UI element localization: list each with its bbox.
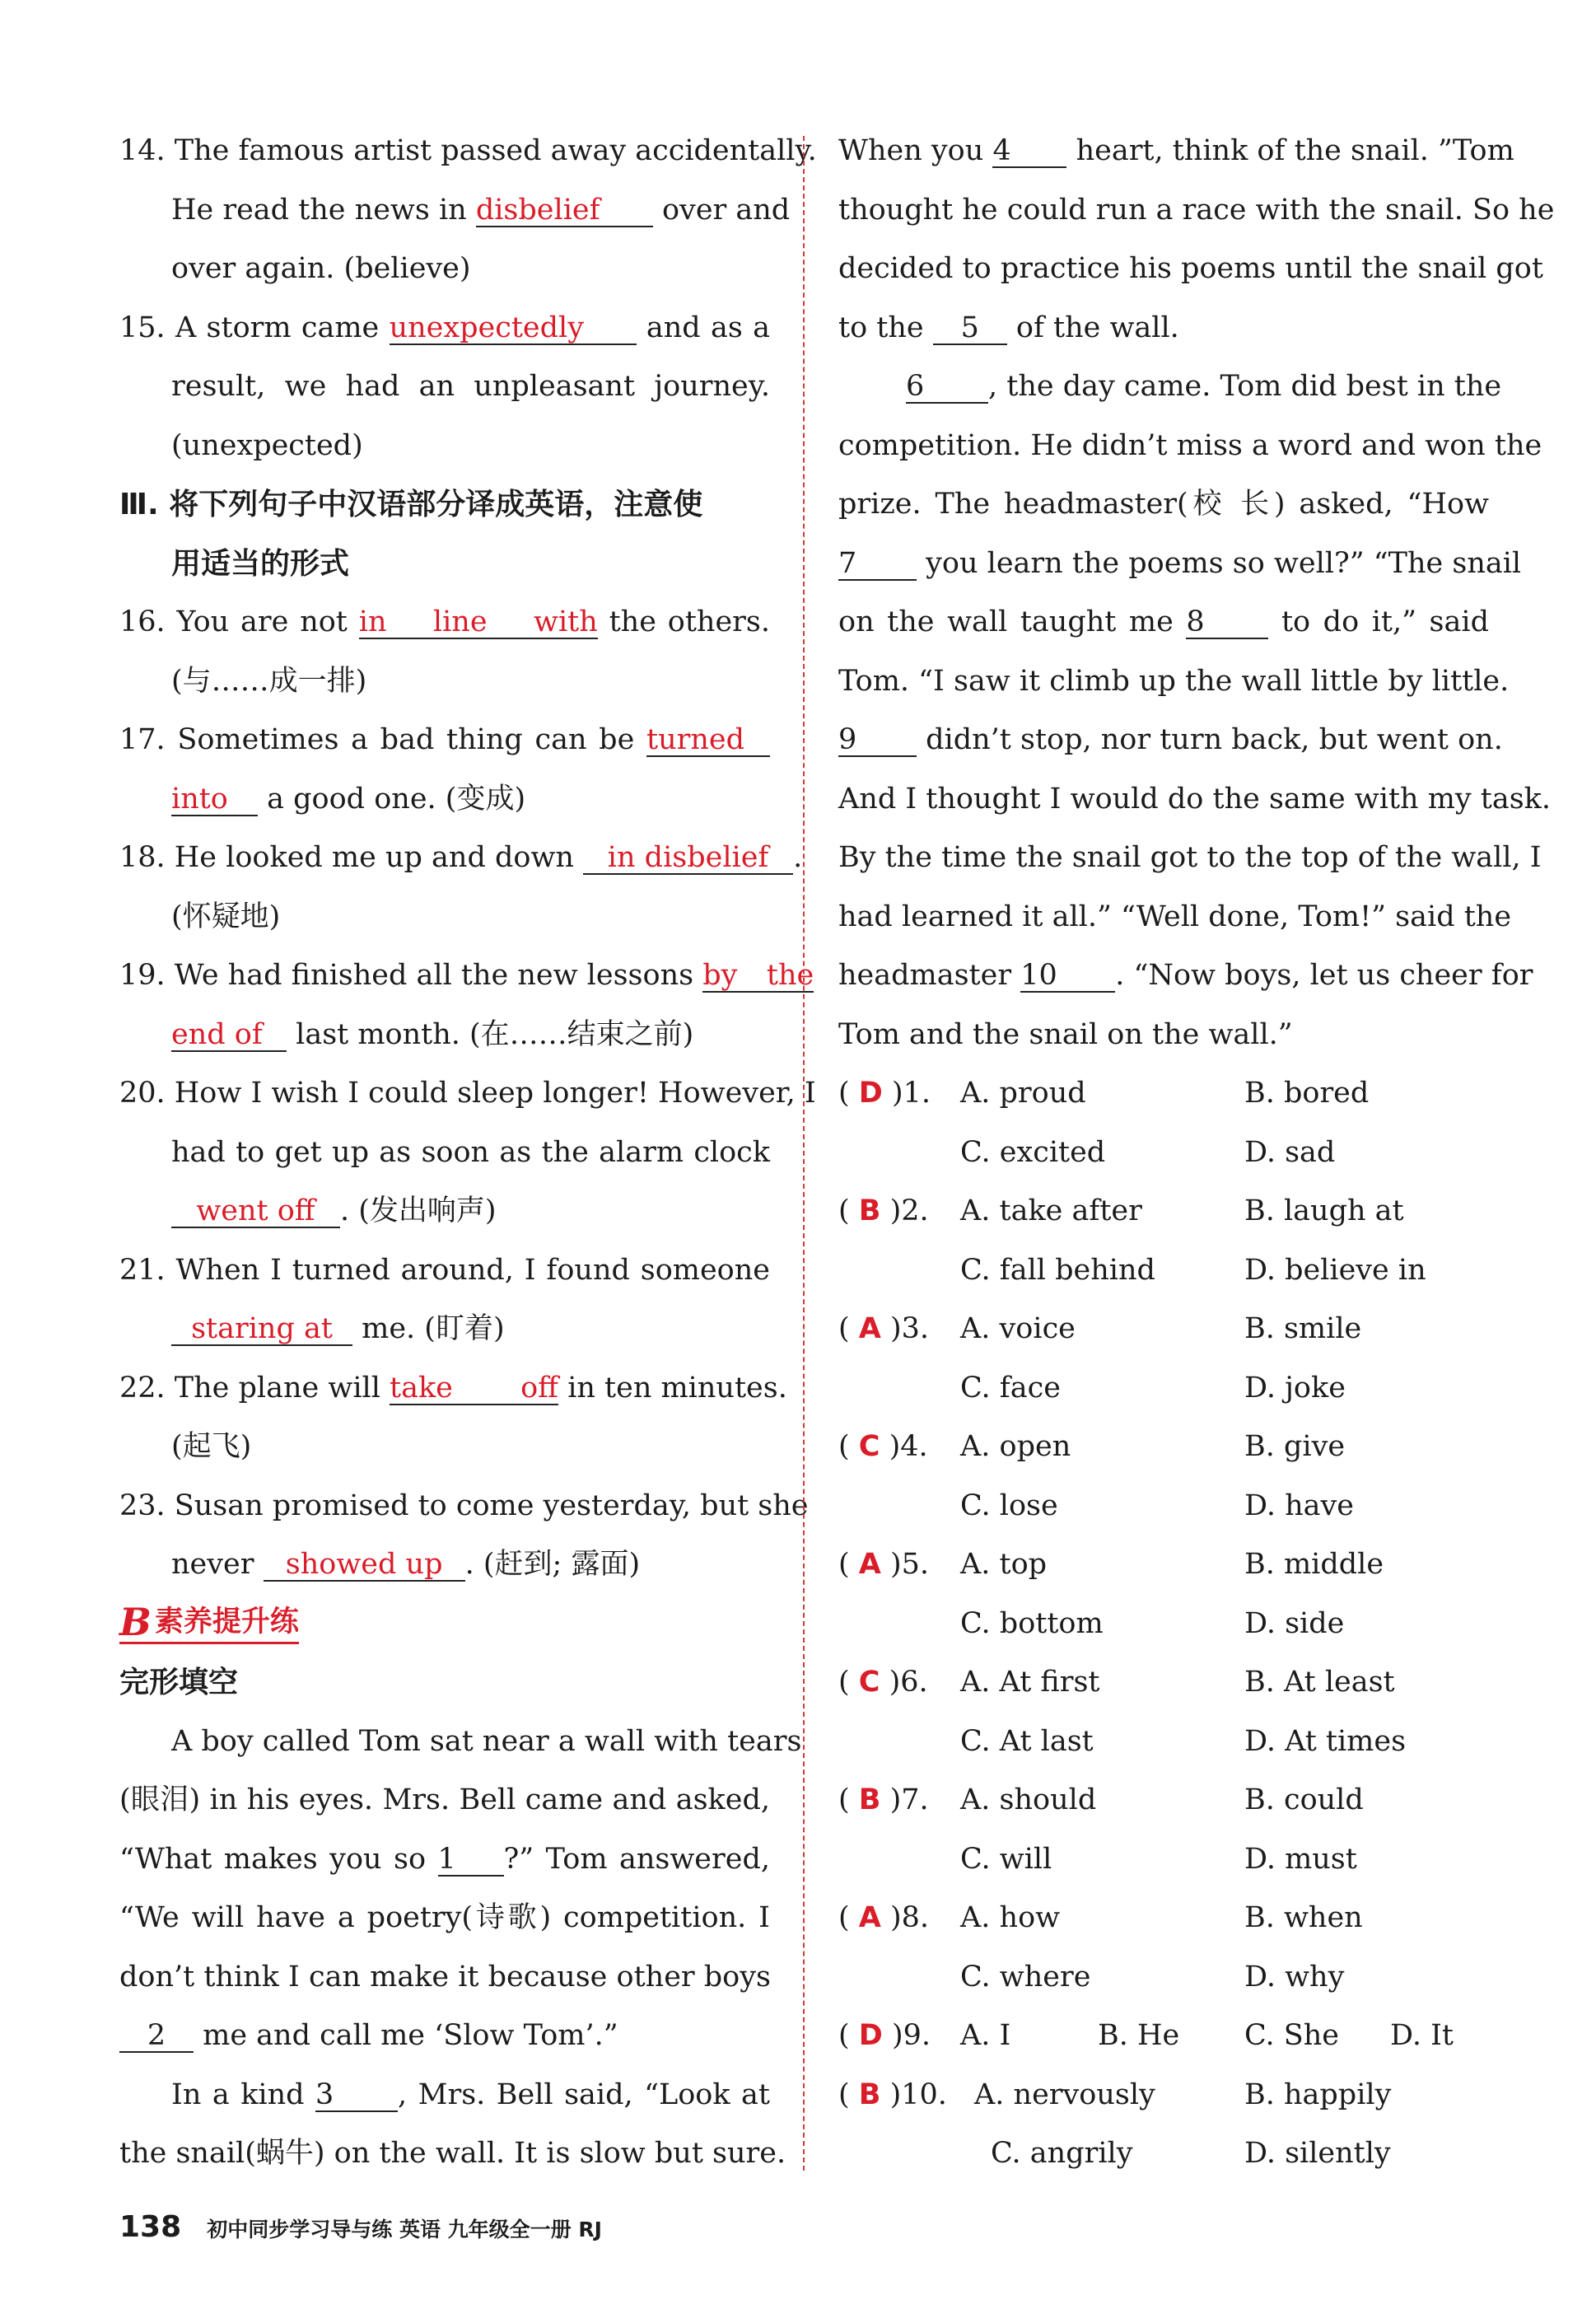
q16-answer: in line with <box>358 605 598 638</box>
passage-line4: “We will have a poetry(诗歌) competition. I <box>119 1901 770 1934</box>
question-8-row1 <box>838 1889 1489 1948</box>
question-6-answer: C <box>858 1666 880 1699</box>
question-3-option-a: A. voice <box>960 1312 1076 1345</box>
question-1-row2 <box>838 1124 1489 1183</box>
passage-line17: on the wall taught me 8 to do it,” said <box>838 605 1489 638</box>
question-2-number: 2. <box>901 1194 929 1227</box>
question-4-answer: C <box>858 1430 880 1463</box>
cloze-title: 完形填空 <box>119 1666 239 1699</box>
question-7-row2 <box>838 1830 1489 1890</box>
question-1-number: 1. <box>903 1077 931 1110</box>
cloze-questions <box>838 1064 1489 2184</box>
question-9-answer: D <box>858 2019 883 2052</box>
question-6-row2 <box>838 1713 1489 1772</box>
question-5-option-b: B. middle <box>1244 1548 1384 1581</box>
question-9-option-c: C. She <box>1244 2019 1340 2052</box>
blank-8: 8 <box>1186 606 1268 639</box>
question-7-option-b: B. could <box>1244 1783 1364 1816</box>
question-10-answer-bracket: ( B )10. <box>838 2078 947 2111</box>
question-5-row1 <box>838 1535 1489 1595</box>
passage-line15: prize. The headmaster(校 长) asked, “How <box>838 488 1489 521</box>
q18-hint: (怀疑地) <box>171 900 281 933</box>
blank-7: 7 <box>838 548 917 581</box>
passage-line20: And I thought I would do the same with my task. <box>838 782 1552 816</box>
question-4-option-d: D. have <box>1244 1489 1354 1522</box>
section-b-heading <box>119 1595 770 1654</box>
question-1-option-b: B. bored <box>1244 1077 1370 1110</box>
passage-line18: Tom. “I saw it climb up the wall little by little. <box>838 664 1510 698</box>
passage-line16: 7 you learn the poems so well?” “The snail <box>838 546 1522 580</box>
left-column <box>119 122 817 2184</box>
question-1-answer-bracket: ( D )1. <box>838 1077 931 1110</box>
q20-line3: went off . (发出响声) <box>119 1182 770 1241</box>
question-9-option-b: B. He <box>1098 2019 1180 2052</box>
question-1-option-c: C. excited <box>960 1135 1106 1169</box>
question-7-answer: B <box>858 1783 881 1816</box>
q21-line2: staring at me. (盯着) <box>119 1300 770 1359</box>
passage-line21: By the time the snail got to the top of the wall, I <box>838 841 1542 874</box>
section-b-letter: B <box>119 1599 152 1644</box>
passage-line19: 9 didn’t stop, nor turn back, but went on. <box>838 723 1503 756</box>
question-2-row1 <box>838 1182 1489 1241</box>
question-3-option-c: C. face <box>960 1371 1061 1405</box>
question-8-option-a: A. how <box>960 1901 1061 1934</box>
question-9-row1 <box>838 2007 1489 2066</box>
question-1-row1 <box>838 1064 1489 1124</box>
q22-answer: take off <box>390 1371 559 1405</box>
blank-5: 5 <box>933 312 1007 345</box>
question-6-option-b: B. At least <box>1244 1666 1395 1699</box>
q14-answer: disbelief <box>476 194 653 227</box>
q17-line2: into a good one. (变成) <box>171 782 526 816</box>
q17-answer-part2: into <box>171 783 258 816</box>
column-divider <box>803 136 805 2171</box>
question-9-answer-bracket: ( D )9. <box>838 2019 931 2052</box>
section-3-heading-cont: 用适当的形式 <box>171 546 350 581</box>
question-5-option-a: A. top <box>960 1548 1048 1581</box>
question-6-option-c: C. At last <box>960 1724 1094 1758</box>
passage-line6: 2 me and call me ‘Slow Tom’.” <box>119 2007 770 2066</box>
passage-line8: the snail(蜗牛) on the wall. It is slow but sure. <box>119 2137 786 2170</box>
question-9-option-a: A. I <box>960 2019 1011 2052</box>
question-1-option-d: D. sad <box>1244 1135 1336 1169</box>
question-4-option-b: B. give <box>1244 1430 1346 1463</box>
q21-line1: 21. When I turned around, I found someone <box>119 1253 770 1287</box>
q16-line1: 16. You are not in line with the others. <box>119 605 770 638</box>
passage-line10: thought he could run a race with the snail. So he <box>838 193 1555 227</box>
section-b-title: 素养提升练 <box>154 1605 299 1638</box>
question-9-option-d: D. It <box>1390 2019 1454 2052</box>
blank-3: 3 <box>315 2079 398 2112</box>
blank-10: 10 <box>1020 960 1115 993</box>
question-7-option-c: C. will <box>960 1842 1052 1876</box>
question-3-answer: A <box>858 1312 881 1345</box>
passage-line3: “What makes you so 1 ?” Tom answered, <box>119 1842 770 1876</box>
question-8-answer: A <box>858 1901 881 1934</box>
question-4-option-a: A. open <box>960 1430 1071 1463</box>
question-6-answer-bracket: ( C )6. <box>838 1666 928 1699</box>
question-2-row2 <box>838 1241 1489 1301</box>
q23-line1: 23. Susan promised to come yesterday, but she <box>119 1489 809 1522</box>
question-7-number: 7. <box>901 1783 929 1816</box>
question-8-number: 8. <box>901 1901 930 1934</box>
question-7-answer-bracket: ( B )7. <box>838 1783 929 1816</box>
question-1-option-a: A. proud <box>960 1077 1086 1110</box>
question-7-option-d: D. must <box>1244 1842 1357 1876</box>
q16-hint: (与……成一排) <box>171 664 367 698</box>
question-3-answer-bracket: ( A )3. <box>838 1312 930 1345</box>
question-10-answer: B <box>858 2078 881 2111</box>
q23-line2: never showed up . (赶到; 露面) <box>171 1548 641 1581</box>
passage-line7: In a kind 3 , Mrs. Bell said, “Look at <box>171 2078 770 2111</box>
passage-line14: competition. He didn’t miss a word and won the <box>838 428 1542 462</box>
q23-answer: showed up <box>264 1549 465 1582</box>
question-5-answer: A <box>858 1548 881 1581</box>
question-10-option-d: D. silently <box>1244 2137 1391 2170</box>
question-10-row1 <box>838 2066 1489 2125</box>
blank-2: 2 <box>119 2020 194 2053</box>
q18-answer: in disbelief <box>583 842 793 875</box>
question-8-option-b: B. when <box>1244 1901 1363 1934</box>
q18-line1: 18. He looked me up and down in disbelief . <box>119 841 803 874</box>
q14-line1: 14. The famous artist passed away accidentally. <box>119 134 817 167</box>
q22-line1: 22. The plane will take off in ten minutes. <box>119 1371 787 1405</box>
blank-4: 4 <box>992 135 1066 168</box>
question-8-option-d: D. why <box>1244 1960 1345 1993</box>
passage-line13: 6 , the day came. Tom did best in the <box>906 370 1502 403</box>
question-5-number: 5. <box>901 1548 930 1581</box>
q20-answer: went off <box>171 1195 340 1228</box>
passage-line9: When you 4 heart, think of the snail. ”Tom <box>838 134 1514 167</box>
passage-line11: decided to practice his poems until the snail got <box>838 252 1543 285</box>
q21-answer: staring at <box>171 1313 352 1346</box>
question-2-answer-bracket: ( B )2. <box>838 1194 929 1227</box>
q15-line1: 15. A storm came unexpectedly and as a <box>119 311 770 344</box>
right-column <box>838 122 1555 2184</box>
q15-answer: unexpectedly <box>390 312 637 345</box>
question-2-answer: B <box>858 1194 881 1227</box>
question-3-row2 <box>838 1359 1489 1419</box>
q17-answer-part1: turned <box>646 724 770 757</box>
question-10-option-c: C. angrily <box>991 2137 1133 2170</box>
question-4-option-c: C. lose <box>960 1489 1058 1522</box>
question-1-answer: D <box>858 1077 883 1110</box>
question-3-option-b: B. smile <box>1244 1312 1362 1345</box>
blank-6: 6 <box>906 371 988 404</box>
q14-line2: He read the news in disbelief over and <box>171 193 791 227</box>
question-10-option-b: B. happily <box>1244 2078 1392 2111</box>
blank-1: 1 <box>438 1844 504 1877</box>
q19-answer-part1: by the <box>702 959 814 992</box>
question-7-row1 <box>838 1771 1489 1830</box>
q19-line1: 19. We had finished all the new lessons by the <box>119 959 814 992</box>
q15-line3: (unexpected) <box>171 428 363 462</box>
q19-line2: end of last month. (在……结束之前) <box>171 1017 694 1051</box>
question-5-row2 <box>838 1595 1489 1654</box>
question-5-answer-bracket: ( A )5. <box>838 1548 930 1581</box>
question-4-number: 4. <box>900 1430 928 1463</box>
question-8-row2 <box>838 1948 1489 2008</box>
question-10-row2 <box>838 2124 1489 2184</box>
question-10-option-a: A. nervously <box>974 2078 1155 2111</box>
question-9-number: 9. <box>903 2019 931 2052</box>
passage-line5: don’t think I can make it because other boys <box>119 1960 771 1993</box>
passage-line2: (眼泪) in his eyes. Mrs. Bell came and asked, <box>119 1783 770 1816</box>
question-10-number: 10. <box>901 2078 947 2111</box>
passage-line23: headmaster 10 . “Now boys, let us cheer for <box>838 959 1533 992</box>
question-5-option-c: C. bottom <box>960 1606 1104 1640</box>
section-3-heading: Ⅲ. 将下列句子中汉语部分译成英语，注意使 <box>119 488 703 521</box>
question-6-row1 <box>838 1653 1489 1713</box>
passage-line24: Tom and the snail on the wall.” <box>838 1017 1293 1051</box>
question-2-option-a: A. take after <box>960 1194 1142 1227</box>
question-7-option-a: A. should <box>960 1783 1097 1816</box>
question-6-option-a: A. At first <box>960 1666 1100 1699</box>
section-b-tag <box>119 1599 299 1644</box>
question-6-option-d: D. At times <box>1244 1724 1407 1758</box>
page-footer <box>119 2210 602 2244</box>
question-2-option-d: D. believe in <box>1244 1253 1426 1287</box>
q19-answer-part2: end of <box>171 1019 287 1052</box>
question-8-option-c: C. where <box>960 1960 1091 1993</box>
page-number: 138 <box>119 2210 182 2244</box>
question-4-row1 <box>838 1418 1489 1477</box>
question-2-option-c: C. fall behind <box>960 1253 1155 1287</box>
question-5-option-d: D. side <box>1244 1606 1345 1640</box>
question-4-row2 <box>838 1477 1489 1536</box>
q15-line2: result, we had an unpleasant journey. <box>171 370 770 403</box>
book-title: 初中同步学习导与练 英语 九年级全一册 RJ <box>207 2218 602 2241</box>
q22-hint: (起飞) <box>171 1430 252 1463</box>
passage-line1: A boy called Tom sat near a wall with tears <box>171 1724 802 1758</box>
question-6-number: 6. <box>900 1666 928 1699</box>
question-3-option-d: D. joke <box>1244 1371 1346 1405</box>
q14-line3: over again. (believe) <box>171 252 471 285</box>
question-3-number: 3. <box>901 1312 930 1345</box>
q17-line1: 17. Sometimes a bad thing can be turned <box>119 711 770 770</box>
blank-9: 9 <box>838 724 917 757</box>
question-8-answer-bracket: ( A )8. <box>838 1901 930 1934</box>
q20-line2: had to get up as soon as the alarm clock <box>171 1135 770 1169</box>
passage-line22: had learned it all.” “Well done, Tom!” said the <box>838 900 1512 933</box>
question-4-answer-bracket: ( C )4. <box>838 1430 928 1463</box>
passage-line12: to the 5 of the wall. <box>838 311 1179 344</box>
question-3-row1 <box>838 1300 1489 1359</box>
q20-line1: 20. How I wish I could sleep longer! However, I <box>119 1077 816 1110</box>
question-2-option-b: B. laugh at <box>1244 1194 1404 1227</box>
